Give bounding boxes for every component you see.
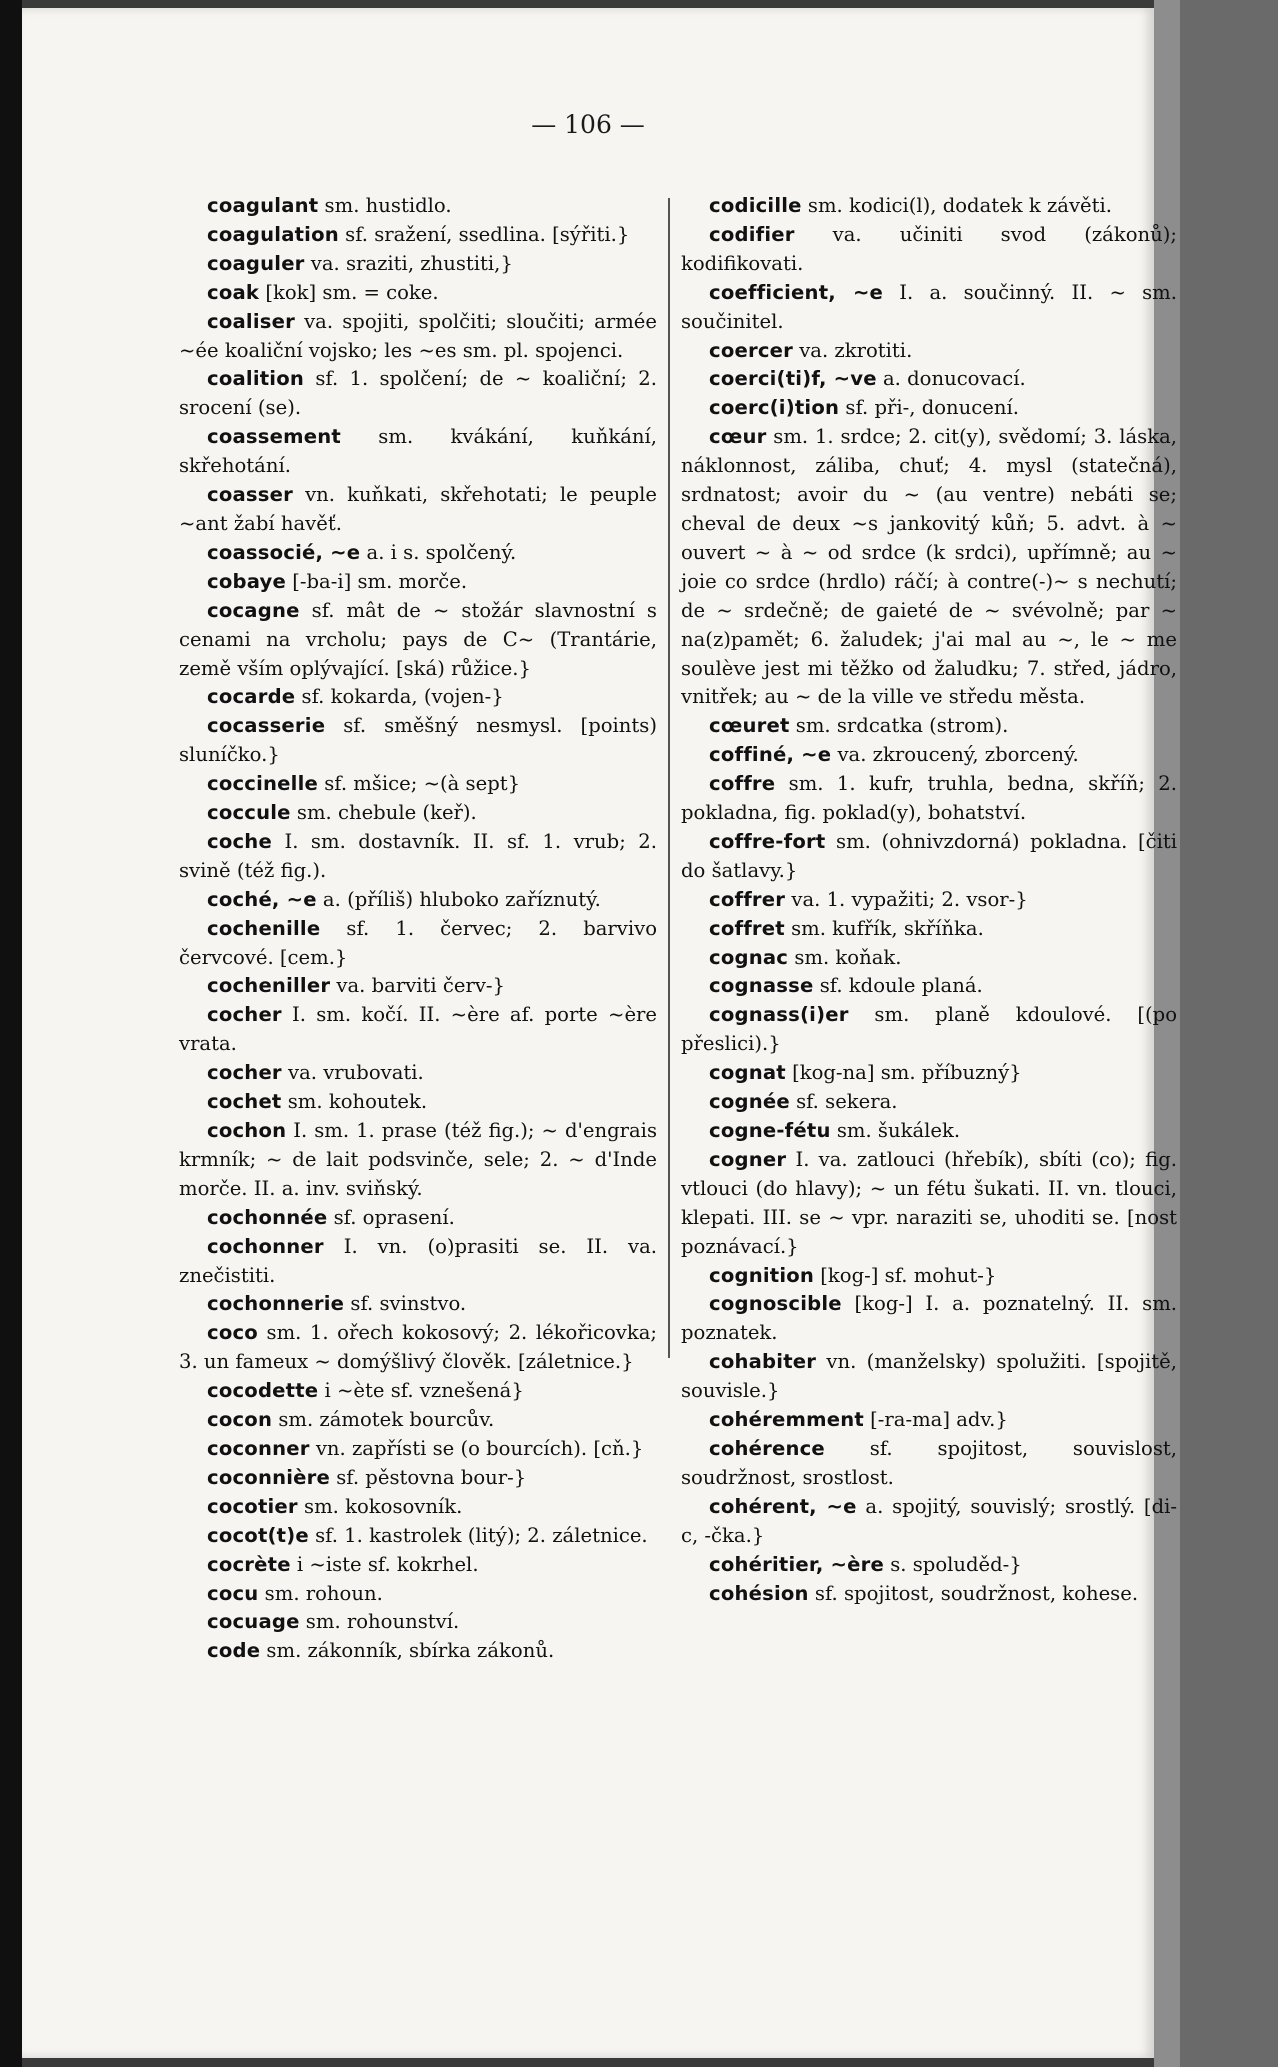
- headword: cocarde: [207, 685, 296, 709]
- headword: coefficient, ~e: [709, 280, 884, 304]
- definition: sm. (ohnivzdorná) pokladna. [čiti do šatlavy.}: [681, 829, 1177, 882]
- definition: sf. mšice; ~(à sept}: [317, 772, 521, 796]
- headword: cocu: [207, 1581, 259, 1605]
- dictionary-entry: [179, 597, 657, 684]
- dictionary-entry: [681, 944, 1177, 973]
- headword: cœur: [709, 425, 767, 449]
- dictionary-entry: [681, 1290, 1177, 1348]
- headword: coerci(ti)f, ~ve: [709, 367, 877, 391]
- headword: coassocié, ~e: [207, 540, 361, 564]
- headword: cochonner: [207, 1234, 324, 1258]
- scan-border-left: [0, 0, 22, 2067]
- dictionary-entry: [179, 886, 657, 915]
- definition: sm. kohoutek.: [281, 1090, 428, 1114]
- dictionary-entry: [681, 828, 1177, 886]
- definition: sf. spojitost, soudržnost, kohese.: [808, 1581, 1139, 1605]
- definition: sm. koňak.: [788, 945, 902, 969]
- headword: cochonnerie: [207, 1292, 345, 1316]
- definition: vn. (manželsky) spolužiti. [spojitě, souvisle.}: [681, 1350, 1177, 1403]
- dictionary-entry: [681, 423, 1177, 712]
- dictionary-entry: [681, 1435, 1177, 1493]
- dictionary-entry: [179, 308, 657, 366]
- headword: cocheniller: [207, 974, 331, 998]
- headword: cohéremment: [709, 1408, 864, 1432]
- headword: coaguler: [207, 251, 305, 275]
- definition: sf. při-, donucení.: [839, 396, 1019, 420]
- definition: sm. srdcatka (strom).: [789, 714, 1009, 738]
- definition: sf. sekera.: [789, 1090, 898, 1114]
- definition: sf. sražení, ssedlina. [sýřiti.}: [338, 222, 630, 246]
- dictionary-entry: [179, 423, 657, 481]
- headword: cocagne: [207, 598, 300, 622]
- headword: coak: [207, 280, 260, 304]
- headword: cocrète: [207, 1552, 291, 1576]
- dictionary-entry: [179, 1406, 657, 1435]
- headword: coffre-fort: [709, 829, 826, 853]
- dictionary-entry: [179, 1204, 657, 1233]
- dictionary-entry: [681, 192, 1177, 221]
- headword: codicille: [709, 194, 802, 217]
- headword: cocodette: [207, 1379, 319, 1403]
- definition: [kog-] I. a. poznatelný. II. sm. poznatek.: [681, 1292, 1177, 1345]
- definition: I. va. zatlouci (hřebík), sbíti (co); fig. vtlouci (do hlavy); ~ un fétu šukati. II. vn. tlouci, klepati. III. se ~ vpr. naraziti se, uhoditi se. [nost poznávací.}: [681, 1147, 1177, 1258]
- dictionary-entry: [681, 221, 1177, 279]
- headword: coercer: [709, 338, 793, 362]
- headword: cocher: [207, 1061, 282, 1085]
- definition: sm. 1. kufr, truhla, bedna, skříň; 2. pokladna, fig. poklad(y), bohatství.: [681, 772, 1177, 825]
- definition: sf. mât de ~ stožár slavnostní s cenami na vrcholu; pays de C~ (Trantárie, země vším oplývající. [ská) růžice.}: [179, 598, 657, 680]
- headword: coagulant: [207, 194, 319, 217]
- definition: vn. kuňkati, skřehotati; le peuple ~ant žabí havěť.: [179, 483, 657, 535]
- left-column: [179, 192, 657, 1666]
- dictionary-entry: [179, 279, 657, 308]
- dictionary-entry: [179, 1117, 657, 1204]
- headword: coagulation: [207, 222, 339, 246]
- definition: a. (příliš) hluboko zaříznutý.: [316, 887, 601, 911]
- dictionary-entry: [681, 915, 1177, 944]
- dictionary-entry: [179, 1233, 657, 1291]
- dictionary-entry: [179, 915, 657, 973]
- headword: cognasse: [709, 974, 814, 998]
- definition: I. sm. kočí. II. ~ère af. porte ~ère vrata.: [179, 1003, 657, 1056]
- headword: cohéritier, ~ère: [709, 1552, 884, 1576]
- page-number: — 106 —: [531, 110, 645, 139]
- headword: cœuret: [709, 714, 790, 738]
- dictionary-entry: [681, 886, 1177, 915]
- headword: cognoscible: [709, 1292, 842, 1316]
- headword: coassement: [207, 425, 341, 449]
- definition: sm. zámotek bourcův.: [272, 1408, 495, 1432]
- dictionary-entry: [179, 1435, 657, 1464]
- dictionary-entry: [681, 1493, 1177, 1551]
- dictionary-entry: [681, 337, 1177, 366]
- dictionary-entry: [179, 539, 657, 568]
- dictionary-entry: [179, 683, 657, 712]
- dictionary-page: [22, 8, 1178, 2058]
- dictionary-entry: [681, 365, 1177, 394]
- definition: va. sraziti, zhustiti,}: [304, 251, 513, 275]
- dictionary-entry: [681, 1406, 1177, 1435]
- definition: [-ba-i] sm. morče.: [285, 569, 468, 593]
- definition: sf. pěstovna bour-}: [330, 1465, 527, 1489]
- definition: sm. hustidlo.: [318, 194, 452, 217]
- definition: a. spojitý, souvislý; srostlý. [di-c, -čka.}: [681, 1494, 1178, 1547]
- headword: coaliser: [207, 309, 295, 333]
- headword: cohésion: [709, 1581, 809, 1605]
- definition: sf. směšný nesmysl. [points) sluníčko.}: [179, 714, 657, 767]
- definition: sf. svinstvo.: [344, 1292, 467, 1316]
- dictionary-entry: [681, 1088, 1177, 1117]
- definition: a. i s. spolčený.: [360, 540, 517, 564]
- definition: sm. planě kdoulové. [(po přeslici).}: [681, 1003, 1177, 1056]
- definition: va. vrubovati.: [281, 1061, 424, 1085]
- definition: sm. kokosovník.: [297, 1494, 463, 1518]
- headword: cocotier: [207, 1494, 298, 1518]
- headword: coconnière: [207, 1465, 331, 1489]
- dictionary-entry: [681, 1001, 1177, 1059]
- headword: cognée: [709, 1090, 790, 1114]
- dictionary-entry: [681, 1580, 1177, 1609]
- dictionary-entry: [179, 770, 657, 799]
- dictionary-entry: [179, 1088, 657, 1117]
- headword: cobaye: [207, 569, 286, 593]
- headword: cohérent, ~e: [709, 1494, 857, 1518]
- headword: coerc(i)tion: [709, 396, 840, 420]
- headword: coalition: [207, 367, 305, 391]
- definition: [-ra-ma] adv.}: [863, 1408, 1008, 1432]
- headword: cogner: [709, 1147, 787, 1171]
- dictionary-entry: [179, 1319, 657, 1377]
- dictionary-entry: [179, 712, 657, 770]
- headword: coffre: [709, 772, 776, 796]
- headword: cohérence: [709, 1436, 825, 1460]
- definition: I. a. součinný. II. ~ sm. součinitel.: [681, 280, 1177, 333]
- dictionary-entry: [179, 1059, 657, 1088]
- definition: sf. 1. kastrolek (litý); 2. záletnice.: [308, 1523, 648, 1547]
- dictionary-entry: [179, 1580, 657, 1609]
- headword: cocuage: [207, 1610, 300, 1634]
- definition: I. sm. 1. prase (též fig.); ~ d'engrais krmník; ~ de lait podsvinče, sele; 2. ~ d'Inde morče. II. a. inv. sviňský.: [179, 1119, 657, 1200]
- dictionary-entry: [179, 1551, 657, 1580]
- dictionary-entry: [681, 279, 1177, 337]
- definition: i ~iste sf. kokrhel.: [290, 1552, 479, 1576]
- headword: cocasserie: [207, 714, 326, 738]
- dictionary-entry: [179, 972, 657, 1001]
- headword: cocot(t)e: [207, 1523, 309, 1547]
- definition: I. vn. (o)prasiti se. II. va. znečistiti.: [179, 1234, 657, 1287]
- definition: s. spoluděd-}: [883, 1552, 1022, 1576]
- definition: sf. 1. spolčení; de ~ koaliční; 2. srocení (se).: [179, 367, 657, 420]
- headword: coffiné, ~e: [709, 743, 832, 767]
- definition: vn. zapřísti se (o bourcích). [cň.}: [309, 1436, 644, 1460]
- headword: cognac: [709, 945, 789, 969]
- definition: sf. oprasení.: [327, 1205, 455, 1229]
- definition: sf. kokarda, (vojen-}: [295, 685, 504, 709]
- headword: coffret: [709, 916, 785, 940]
- headword: cochenille: [207, 916, 321, 940]
- dictionary-entry: [681, 1348, 1177, 1406]
- headword: cogne-fétu: [709, 1119, 831, 1142]
- definition: sf. spojitost, souvislost, soudržnost, srostlost.: [681, 1436, 1177, 1489]
- right-column: [681, 192, 1177, 1608]
- dictionary-entry: [681, 1551, 1177, 1580]
- headword: coffrer: [709, 887, 786, 911]
- dictionary-entry: [179, 1608, 657, 1637]
- headword: coche: [207, 829, 272, 853]
- definition: sm. kodici(l), dodatek k závěti.: [801, 194, 1112, 217]
- definition: va. barviti červ-}: [330, 974, 506, 998]
- headword: coconner: [207, 1436, 310, 1460]
- column-divider: [668, 198, 670, 1358]
- definition: va. zkroucený, zborcený.: [831, 743, 1079, 767]
- dictionary-entry: [179, 1290, 657, 1319]
- headword: cognat: [709, 1061, 786, 1085]
- headword: cohabiter: [709, 1350, 817, 1374]
- headword: cochet: [207, 1090, 282, 1114]
- dictionary-entry: [179, 365, 657, 423]
- dictionary-entry: [179, 192, 657, 221]
- definition: sm. chebule (keř).: [290, 801, 477, 825]
- definition: sm. kvákání, kuňkání, skřehotání.: [179, 425, 657, 478]
- dictionary-entry: [681, 972, 1177, 1001]
- dictionary-entry: [681, 741, 1177, 770]
- definition: sf. 1. červec; 2. barvivo červcové. [cem.}: [179, 916, 657, 969]
- headword: cocon: [207, 1408, 273, 1432]
- definition: va. spojiti, spolčiti; sloučiti; armée ~ée koaliční vojsko; les ~es sm. pl. spojenci.: [179, 309, 657, 362]
- dictionary-entry: [681, 1262, 1177, 1291]
- dictionary-entry: [179, 1637, 657, 1666]
- definition: va. 1. vypažiti; 2. vsor-}: [785, 887, 1028, 911]
- headword: code: [207, 1639, 261, 1663]
- headword: coasser: [207, 483, 293, 507]
- definition: i ~ète sf. vznešená}: [318, 1379, 524, 1403]
- dictionary-entry: [179, 1001, 657, 1059]
- definition: [kog-] sf. mohut-}: [814, 1263, 997, 1287]
- definition: sm. šukálek.: [830, 1119, 961, 1142]
- definition: va. zkrotiti.: [793, 338, 913, 362]
- dictionary-entry: [179, 799, 657, 828]
- dictionary-entry: [179, 481, 657, 539]
- dictionary-entry: [179, 250, 657, 279]
- definition: sm. rohounství.: [299, 1610, 460, 1634]
- headword: codifier: [709, 222, 795, 246]
- headword: coccinelle: [207, 772, 318, 796]
- definition: sm. zákonník, sbírka zákonů.: [260, 1639, 555, 1663]
- headword: coccule: [207, 801, 291, 825]
- dictionary-entry: [179, 828, 657, 886]
- definition: sm. kufřík, skříňka.: [784, 916, 984, 940]
- dictionary-entry: [681, 1117, 1177, 1146]
- definition: [kog-na] sm. příbuzný}: [785, 1061, 1022, 1085]
- dictionary-entry: [681, 712, 1177, 741]
- headword: cognass(i)er: [709, 1003, 849, 1027]
- definition: [kok] sm. = coke.: [259, 280, 439, 304]
- headword: coco: [207, 1321, 258, 1345]
- definition: I. sm. dostavník. II. sf. 1. vrub; 2. svině (též fig.).: [179, 829, 657, 882]
- dictionary-entry: [179, 1493, 657, 1522]
- headword: cognition: [709, 1263, 815, 1287]
- dictionary-entry: [681, 770, 1177, 828]
- dictionary-entry: [179, 221, 657, 250]
- headword: coché, ~e: [207, 887, 317, 911]
- definition: va. učiniti svod (zákonů); kodifikovati.: [681, 222, 1177, 275]
- headword: cocher: [207, 1003, 282, 1027]
- dictionary-entry: [681, 1059, 1177, 1088]
- dictionary-entry: [179, 1522, 657, 1551]
- definition: sm. 1. ořech kokosový; 2. lékořicovka; 3. un fameux ~ domýšlivý člověk. [záletnice.}: [179, 1321, 657, 1374]
- dictionary-entry: [179, 568, 657, 597]
- dictionary-entry: [681, 394, 1177, 423]
- definition: a. donucovací.: [876, 367, 1026, 391]
- headword: cochonnée: [207, 1205, 328, 1229]
- dictionary-entry: [179, 1377, 657, 1406]
- dictionary-entry: [681, 1146, 1177, 1262]
- definition: sm. rohoun.: [258, 1581, 383, 1605]
- definition: sm. 1. srdce; 2. cit(y), svědomí; 3. láska, náklonnost, záliba, chuť; 4. mysl (statečná), srdnatost; avoir du ~ (au ventre) nebáti se; cheval de deux ~s jankovitý kůň; 5. advt. à ~ ouvert ~ à ~ od srdce (k srdci), upřímně; au ~ joie co srdce (hrdlo) ráčí; à contre(-)~ s nechutí; de ~ srdečně; de gaieté de ~ svévolně; par ~ na(z)pamět; 6. žaludek; j'ai mal au ~, le ~ me soulève jest mi těžko od žaludku; 7. střed, jádro, vnitřek; au ~ de la ville ve středu města.: [681, 425, 1177, 709]
- dictionary-entry: [179, 1464, 657, 1493]
- headword: cochon: [207, 1119, 287, 1142]
- definition: sf. kdoule planá.: [813, 974, 983, 998]
